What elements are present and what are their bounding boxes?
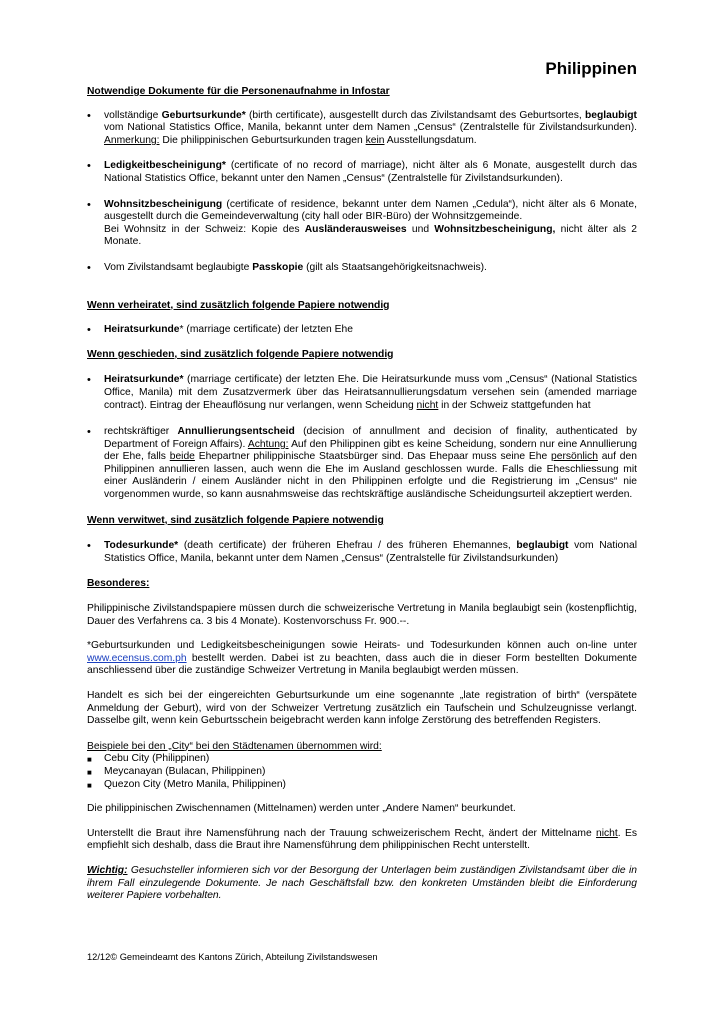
married-documents-list (87, 324, 637, 337)
paragraph-authentication: Philippinische Zivilstandspapiere müssen durch die schweizerische Vertretung in Manila beglaubigt sein (kostenpflichtig, Dauer des Verfahrens ca. 3 bis 4 Monate). Kostenvorschuss Fr. 900.--. (87, 603, 637, 627)
page-footer: 12/12© Gemeindeamt des Kantons Zürich, Abteilung Zivilstandswesen (87, 952, 378, 962)
divorced-documents-list (87, 374, 637, 501)
list-item-death-certificate: • Todesurkunde* (death certificate) der früheren Ehefrau / des früheren Ehemannes, beglaubigt vom National Statistics Office, Manila, bekannt unter dem Namen „Census“ (Zentralstelle für Zivilstandsurkunden) (87, 540, 637, 565)
section-heading-divorced: Wenn geschieden, sind zusätzlich folgende Papiere notwendig (87, 348, 394, 360)
list-item-annulment-decision: • rechtskräftiger Annullierungsentscheid (decision of annullment and decision of finality, authenticated by Department of Foreign Affairs). Achtung: Auf den Philippinen gibt es keine Scheidung, sondern nur eine Annullierung der Ehe, falls beide Ehepartner philippinische Staatsbürger sind. Das Ehepaar muss seine Ehe persönlich auf den Philippinen annullieren lassen, auch wenn die Ehe im Ausland geschlossen wurde. Falls die Eheschliessung mit einer Ausländerin / einem Ausländer nicht in den Philippinen erfolgte und die Registrierung im „Census“ nie vorgenommen wurde, so kann ausnahmsweise das rechtskräftige ausländische Scheidungsurteil akzeptiert werden. (87, 426, 637, 502)
ecensus-link[interactable]: www.ecensus.com.ph (87, 652, 187, 664)
section-heading-widowed: Wenn verwitwet, sind zusätzlich folgende Papiere notwendig (87, 514, 384, 526)
page-title: Philippinen (545, 59, 637, 78)
list-item-birth-certificate: • vollständige Geburtsurkunde* (birth certificate), ausgestellt durch das Zivilstandsamt des Geburtsortes, beglaubigt vom National Statistics Office, Manila, bekannt unter dem Namen „Census“ (Zentralstelle für Zivilstandsurkunden). Anmerkung: Die philippinischen Geburtsurkunden tragen kein Ausstellungsdatum. (87, 110, 637, 148)
section-heading-special: Besonderes: (87, 578, 150, 590)
section-heading-required-documents: Notwendige Dokumente für die Personenaufnahme in Infostar (87, 86, 390, 97)
widowed-documents-list (87, 540, 637, 565)
required-documents-list (87, 110, 637, 275)
paragraph-name-law: Unterstellt die Braut ihre Namensführung nach der Trauung schweizerischem Recht, ändert der Mittelname nicht. Es empfiehlt sich deshalb, dass die Braut ihre Namensführung dem philippinischen Recht unterstellt. (87, 827, 637, 852)
section-heading-married: Wenn verheiratet, sind zusätzlich folgende Papiere notwendig (87, 299, 390, 311)
paragraph-middle-names: Die philippinischen Zwischennamen (Mittelnamen) werden unter „Andere Namen“ beurkundet. (87, 803, 516, 815)
paragraph-late-registration: Handelt es sich bei der eingereichten Geburtsurkunde um eine sogenannte „late registration of birth“ (verspätete Anmeldung der Geburt), wird von der Schweizer Vertretung zusätzlich ein Taufschein und Schulzeugnisse verlangt. Dasselbe gilt, wenn kein Geburtsschein beigebracht werden kann infolge Zerstörung des betreffenden Registers. (87, 690, 637, 727)
list-item-example: ■ Cebu City (Philippinen) (87, 753, 637, 766)
list-item-example: ■ Quezon City (Metro Manila, Philippinen) (87, 779, 637, 792)
examples-heading: Beispiele bei den „City“ bei den Städtenamen übernommen wird: (87, 740, 382, 752)
list-item-passport-copy: • Vom Zivilstandsamt beglaubigte Passkopie (gilt als Staatsangehörigkeitsnachweis). (87, 262, 637, 275)
list-item-marriage-certificate: • Heiratsurkunde* (marriage certificate) der letzten Ehe (87, 324, 637, 337)
paragraph-online-order: *Geburtsurkunden und Ledigkeitsbescheinigungen sowie Heirats- und Todesurkunden können auch on-line unter www.ecensus.com.ph bestellt werden. Dabei ist zu beachten, dass auch die in dieser Form bestellten Dokumente anschliessend über die zuständige Schweizer Vertretung in Manila beglaubigt werden müssen. (87, 640, 637, 677)
important-note: Wichtig: Gesuchsteller informieren sich vor der Besorgung der Unterlagen beim zuständigen Zivilstandsamt über die in ihrem Fall einzulegende Dokumente. Je nach Geschäftsfall bzw. den konkreten Umständen bleibt die Einforderung weiterer Papiere vorbehalten. (87, 864, 637, 902)
list-item-residence-certificate: • Wohnsitzbescheinigung (certificate of residence, bekannt unter dem Namen „Cedula“), nicht älter als 6 Monate, ausgestellt durch die Gemeindeverwaltung (city hall oder BIR-Büro) der Wohnsitzgemeinde. Bei Wohnsitz in der Schweiz: Kopie des Ausländerausweises und Wohnsitzbescheinigung, nicht älter als 2 Monate. (87, 199, 637, 249)
list-item-single-status-certificate: • Ledigkeitbescheinigung* (certificate of no record of marriage), nicht älter als 6 Monate, ausgestellt durch das National Statistics Office, bekannt unter den Namen „Census“ (Zentralstelle für Zivilstandsurkunden). (87, 160, 637, 185)
document-page (87, 58, 637, 903)
list-item-example: ■ Meycanayan (Bulacan, Philippinen) (87, 766, 637, 779)
list-item-marriage-certificate-divorced: • Heiratsurkunde* (marriage certificate) der letzten Ehe. Die Heiratsurkunde muss vom „Census“ (National Statistics Office, Manila) mit dem Zusatzvermerk über das Heiratsannullierungsdatum versehen sein (amended marriage contract). Eintrag der Eheauflösung nur verlangen, wenn Scheidung nicht in der Schweiz stattgefunden hat (87, 374, 637, 412)
city-examples-list (87, 753, 637, 791)
